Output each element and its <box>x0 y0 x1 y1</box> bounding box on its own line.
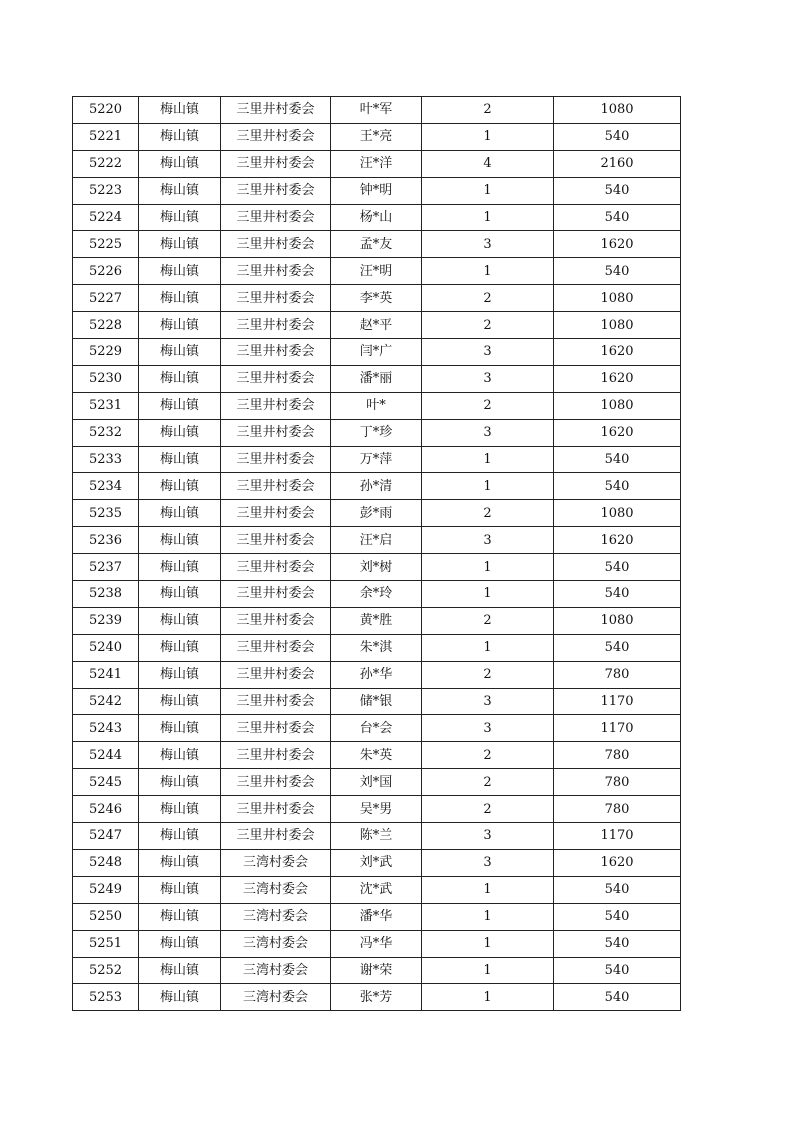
name-cell: 孙*清 <box>331 473 422 500</box>
table-row <box>73 204 681 231</box>
count-cell: 3 <box>422 365 554 392</box>
row-number-cell: 5232 <box>73 419 139 446</box>
amount-cell: 780 <box>554 769 681 796</box>
amount-cell: 1170 <box>554 715 681 742</box>
row-number-cell: 5224 <box>73 204 139 231</box>
count-cell: 4 <box>422 150 554 177</box>
town-cell: 梅山镇 <box>139 688 221 715</box>
count-cell: 3 <box>422 527 554 554</box>
village-committee-cell: 三里井村委会 <box>221 581 331 608</box>
village-committee-cell: 三湾村委会 <box>221 849 331 876</box>
row-number-cell: 5240 <box>73 634 139 661</box>
table-row <box>73 796 681 823</box>
village-committee-cell: 三里井村委会 <box>221 742 331 769</box>
name-cell: 储*银 <box>331 688 422 715</box>
table-row <box>73 661 681 688</box>
village-committee-cell: 三里井村委会 <box>221 231 331 258</box>
row-number-cell: 5231 <box>73 392 139 419</box>
row-number-cell: 5251 <box>73 930 139 957</box>
name-cell: 刘*树 <box>331 554 422 581</box>
amount-cell: 540 <box>554 581 681 608</box>
amount-cell: 540 <box>554 123 681 150</box>
row-number-cell: 5235 <box>73 500 139 527</box>
amount-cell: 780 <box>554 796 681 823</box>
name-cell: 汪*明 <box>331 258 422 285</box>
table-row <box>73 876 681 903</box>
village-committee-cell: 三湾村委会 <box>221 957 331 984</box>
count-cell: 2 <box>422 97 554 124</box>
town-cell: 梅山镇 <box>139 581 221 608</box>
table-row <box>73 500 681 527</box>
count-cell: 1 <box>422 177 554 204</box>
table-row <box>73 634 681 661</box>
count-cell: 1 <box>422 581 554 608</box>
amount-cell: 540 <box>554 177 681 204</box>
amount-cell: 1620 <box>554 231 681 258</box>
town-cell: 梅山镇 <box>139 984 221 1011</box>
village-committee-cell: 三里井村委会 <box>221 607 331 634</box>
village-committee-cell: 三里井村委会 <box>221 150 331 177</box>
count-cell: 1 <box>422 446 554 473</box>
row-number-cell: 5233 <box>73 446 139 473</box>
amount-cell: 540 <box>554 876 681 903</box>
row-number-cell: 5238 <box>73 581 139 608</box>
amount-cell: 1080 <box>554 607 681 634</box>
table-row <box>73 903 681 930</box>
count-cell: 1 <box>422 930 554 957</box>
table-row <box>73 312 681 339</box>
village-committee-cell: 三里井村委会 <box>221 527 331 554</box>
count-cell: 1 <box>422 876 554 903</box>
name-cell: 孟*友 <box>331 231 422 258</box>
village-committee-cell: 三里井村委会 <box>221 97 331 124</box>
village-committee-cell: 三里井村委会 <box>221 554 331 581</box>
table-row <box>73 554 681 581</box>
table-row <box>73 419 681 446</box>
town-cell: 梅山镇 <box>139 823 221 850</box>
village-committee-cell: 三里井村委会 <box>221 688 331 715</box>
village-committee-cell: 三里井村委会 <box>221 419 331 446</box>
count-cell: 2 <box>422 661 554 688</box>
amount-cell: 1620 <box>554 849 681 876</box>
village-committee-cell: 三里井村委会 <box>221 365 331 392</box>
row-number-cell: 5222 <box>73 150 139 177</box>
village-committee-cell: 三里井村委会 <box>221 796 331 823</box>
village-committee-cell: 三里井村委会 <box>221 769 331 796</box>
amount-cell: 1080 <box>554 500 681 527</box>
name-cell: 万*萍 <box>331 446 422 473</box>
row-number-cell: 5228 <box>73 312 139 339</box>
table-row <box>73 231 681 258</box>
table-row <box>73 339 681 366</box>
town-cell: 梅山镇 <box>139 419 221 446</box>
table-row <box>73 769 681 796</box>
table-row <box>73 392 681 419</box>
name-cell: 谢*荣 <box>331 957 422 984</box>
count-cell: 3 <box>422 715 554 742</box>
table-row <box>73 150 681 177</box>
row-number-cell: 5246 <box>73 796 139 823</box>
village-committee-cell: 三里井村委会 <box>221 177 331 204</box>
row-number-cell: 5243 <box>73 715 139 742</box>
village-committee-cell: 三里井村委会 <box>221 715 331 742</box>
amount-cell: 780 <box>554 661 681 688</box>
name-cell: 刘*武 <box>331 849 422 876</box>
town-cell: 梅山镇 <box>139 392 221 419</box>
village-committee-cell: 三湾村委会 <box>221 984 331 1011</box>
name-cell: 朱*英 <box>331 742 422 769</box>
row-number-cell: 5220 <box>73 97 139 124</box>
row-number-cell: 5249 <box>73 876 139 903</box>
village-committee-cell: 三湾村委会 <box>221 903 331 930</box>
town-cell: 梅山镇 <box>139 123 221 150</box>
amount-cell: 1170 <box>554 823 681 850</box>
count-cell: 3 <box>422 688 554 715</box>
row-number-cell: 5253 <box>73 984 139 1011</box>
amount-cell: 1620 <box>554 527 681 554</box>
amount-cell: 540 <box>554 446 681 473</box>
count-cell: 2 <box>422 607 554 634</box>
row-number-cell: 5227 <box>73 285 139 312</box>
town-cell: 梅山镇 <box>139 365 221 392</box>
town-cell: 梅山镇 <box>139 527 221 554</box>
row-number-cell: 5245 <box>73 769 139 796</box>
amount-cell: 540 <box>554 473 681 500</box>
row-number-cell: 5234 <box>73 473 139 500</box>
table-row <box>73 177 681 204</box>
amount-cell: 540 <box>554 930 681 957</box>
row-number-cell: 5250 <box>73 903 139 930</box>
count-cell: 2 <box>422 392 554 419</box>
amount-cell: 1080 <box>554 97 681 124</box>
table-row <box>73 446 681 473</box>
row-number-cell: 5242 <box>73 688 139 715</box>
row-number-cell: 5241 <box>73 661 139 688</box>
amount-cell: 1080 <box>554 312 681 339</box>
town-cell: 梅山镇 <box>139 876 221 903</box>
row-number-cell: 5236 <box>73 527 139 554</box>
table-row <box>73 984 681 1011</box>
row-number-cell: 5248 <box>73 849 139 876</box>
count-cell: 1 <box>422 634 554 661</box>
table-row <box>73 581 681 608</box>
count-cell: 1 <box>422 554 554 581</box>
count-cell: 1 <box>422 123 554 150</box>
town-cell: 梅山镇 <box>139 607 221 634</box>
amount-cell: 540 <box>554 984 681 1011</box>
village-committee-cell: 三里井村委会 <box>221 500 331 527</box>
row-number-cell: 5237 <box>73 554 139 581</box>
village-committee-cell: 三里井村委会 <box>221 258 331 285</box>
count-cell: 3 <box>422 419 554 446</box>
town-cell: 梅山镇 <box>139 258 221 285</box>
town-cell: 梅山镇 <box>139 634 221 661</box>
amount-cell: 2160 <box>554 150 681 177</box>
village-committee-cell: 三里井村委会 <box>221 823 331 850</box>
name-cell: 钟*明 <box>331 177 422 204</box>
town-cell: 梅山镇 <box>139 446 221 473</box>
table-row <box>73 688 681 715</box>
row-number-cell: 5223 <box>73 177 139 204</box>
table-row <box>73 957 681 984</box>
table-row <box>73 258 681 285</box>
name-cell: 汪*洋 <box>331 150 422 177</box>
amount-cell: 1080 <box>554 392 681 419</box>
town-cell: 梅山镇 <box>139 150 221 177</box>
amount-cell: 1080 <box>554 285 681 312</box>
table-row <box>73 97 681 124</box>
town-cell: 梅山镇 <box>139 500 221 527</box>
count-cell: 2 <box>422 742 554 769</box>
town-cell: 梅山镇 <box>139 339 221 366</box>
name-cell: 赵*平 <box>331 312 422 339</box>
count-cell: 3 <box>422 339 554 366</box>
town-cell: 梅山镇 <box>139 769 221 796</box>
town-cell: 梅山镇 <box>139 957 221 984</box>
village-committee-cell: 三里井村委会 <box>221 123 331 150</box>
count-cell: 3 <box>422 823 554 850</box>
name-cell: 张*芳 <box>331 984 422 1011</box>
row-number-cell: 5244 <box>73 742 139 769</box>
amount-cell: 780 <box>554 742 681 769</box>
town-cell: 梅山镇 <box>139 903 221 930</box>
town-cell: 梅山镇 <box>139 554 221 581</box>
count-cell: 1 <box>422 204 554 231</box>
town-cell: 梅山镇 <box>139 930 221 957</box>
town-cell: 梅山镇 <box>139 715 221 742</box>
amount-cell: 540 <box>554 634 681 661</box>
village-committee-cell: 三里井村委会 <box>221 312 331 339</box>
table-row <box>73 742 681 769</box>
table-row <box>73 849 681 876</box>
village-committee-cell: 三里井村委会 <box>221 204 331 231</box>
village-committee-cell: 三湾村委会 <box>221 930 331 957</box>
count-cell: 1 <box>422 984 554 1011</box>
table-row <box>73 285 681 312</box>
name-cell: 潘*华 <box>331 903 422 930</box>
town-cell: 梅山镇 <box>139 231 221 258</box>
table-row <box>73 823 681 850</box>
table-row <box>73 715 681 742</box>
town-cell: 梅山镇 <box>139 742 221 769</box>
row-number-cell: 5221 <box>73 123 139 150</box>
table-row <box>73 527 681 554</box>
name-cell: 孙*华 <box>331 661 422 688</box>
count-cell: 1 <box>422 258 554 285</box>
amount-cell: 540 <box>554 903 681 930</box>
name-cell: 丁*珍 <box>331 419 422 446</box>
name-cell: 刘*国 <box>331 769 422 796</box>
count-cell: 2 <box>422 312 554 339</box>
table-body <box>73 97 681 1011</box>
count-cell: 2 <box>422 796 554 823</box>
name-cell: 吴*男 <box>331 796 422 823</box>
name-cell: 台*会 <box>331 715 422 742</box>
name-cell: 叶* <box>331 392 422 419</box>
town-cell: 梅山镇 <box>139 97 221 124</box>
village-committee-cell: 三里井村委会 <box>221 339 331 366</box>
name-cell: 朱*淇 <box>331 634 422 661</box>
data-table <box>72 96 681 1011</box>
row-number-cell: 5225 <box>73 231 139 258</box>
village-committee-cell: 三里井村委会 <box>221 634 331 661</box>
name-cell: 叶*军 <box>331 97 422 124</box>
name-cell: 黄*胜 <box>331 607 422 634</box>
count-cell: 2 <box>422 285 554 312</box>
count-cell: 3 <box>422 231 554 258</box>
name-cell: 潘*丽 <box>331 365 422 392</box>
village-committee-cell: 三里井村委会 <box>221 285 331 312</box>
row-number-cell: 5226 <box>73 258 139 285</box>
name-cell: 李*英 <box>331 285 422 312</box>
name-cell: 陈*兰 <box>331 823 422 850</box>
name-cell: 王*亮 <box>331 123 422 150</box>
amount-cell: 1620 <box>554 419 681 446</box>
count-cell: 2 <box>422 500 554 527</box>
amount-cell: 1620 <box>554 365 681 392</box>
count-cell: 1 <box>422 903 554 930</box>
row-number-cell: 5230 <box>73 365 139 392</box>
row-number-cell: 5252 <box>73 957 139 984</box>
town-cell: 梅山镇 <box>139 849 221 876</box>
row-number-cell: 5239 <box>73 607 139 634</box>
village-committee-cell: 三里井村委会 <box>221 446 331 473</box>
count-cell: 1 <box>422 957 554 984</box>
town-cell: 梅山镇 <box>139 312 221 339</box>
amount-cell: 540 <box>554 258 681 285</box>
row-number-cell: 5229 <box>73 339 139 366</box>
name-cell: 沈*武 <box>331 876 422 903</box>
count-cell: 1 <box>422 473 554 500</box>
name-cell: 杨*山 <box>331 204 422 231</box>
village-committee-cell: 三里井村委会 <box>221 392 331 419</box>
name-cell: 冯*华 <box>331 930 422 957</box>
town-cell: 梅山镇 <box>139 177 221 204</box>
name-cell: 余*玲 <box>331 581 422 608</box>
count-cell: 3 <box>422 849 554 876</box>
town-cell: 梅山镇 <box>139 473 221 500</box>
count-cell: 2 <box>422 769 554 796</box>
name-cell: 彭*雨 <box>331 500 422 527</box>
village-committee-cell: 三里井村委会 <box>221 473 331 500</box>
table-row <box>73 930 681 957</box>
table-row <box>73 123 681 150</box>
amount-cell: 540 <box>554 204 681 231</box>
table-row <box>73 607 681 634</box>
town-cell: 梅山镇 <box>139 285 221 312</box>
amount-cell: 540 <box>554 957 681 984</box>
row-number-cell: 5247 <box>73 823 139 850</box>
table-row <box>73 365 681 392</box>
amount-cell: 1620 <box>554 339 681 366</box>
table-row <box>73 473 681 500</box>
town-cell: 梅山镇 <box>139 796 221 823</box>
name-cell: 闫*广 <box>331 339 422 366</box>
town-cell: 梅山镇 <box>139 661 221 688</box>
amount-cell: 540 <box>554 554 681 581</box>
village-committee-cell: 三湾村委会 <box>221 876 331 903</box>
town-cell: 梅山镇 <box>139 204 221 231</box>
village-committee-cell: 三里井村委会 <box>221 661 331 688</box>
name-cell: 汪*启 <box>331 527 422 554</box>
amount-cell: 1170 <box>554 688 681 715</box>
